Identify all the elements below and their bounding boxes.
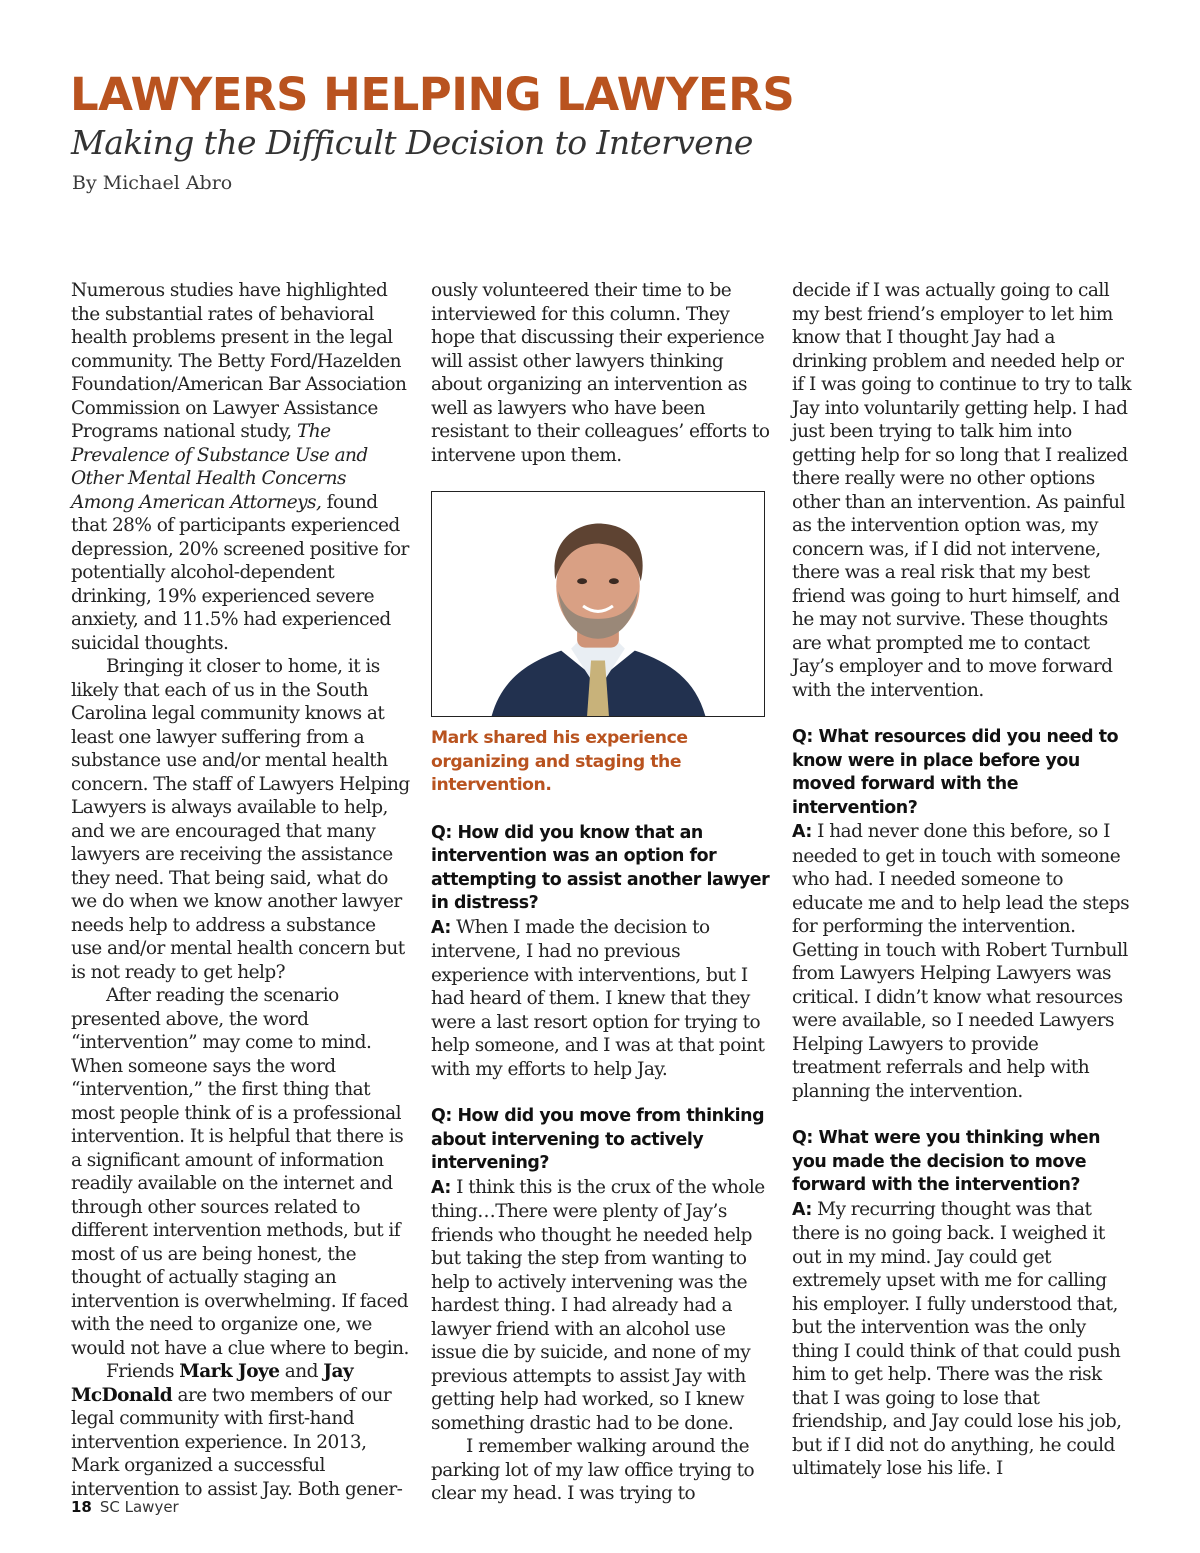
column-3 — [792, 279, 1132, 1481]
name-jay-mcdonald: Jay McDonald — [71, 1361, 354, 1406]
paragraph: ously volunteered their time to be interviewed for this column. They hope that discussing their experience will assist other lawyers thinking about organizing an intervention as well as lawyers who have been resistant to their colleagues’ efforts to intervene upon them. — [431, 280, 770, 466]
page-footer — [71, 1496, 179, 1518]
paragraph: Friends Mark Joye and Jay McDonald are two members of our legal community with first-hand intervention experience. In 2013, Mark organized a successful intervention to assist Jay. Both gener- — [71, 1361, 403, 1500]
paragraph: I remember walking around the parking lot of my law office trying to clear my head. I was trying to — [431, 1436, 755, 1504]
publication-name: SC Lawyer — [99, 1498, 179, 1516]
paragraph: Bringing it closer to home, it is likely that each of us in the South Carolina legal community knows at least one lawyer suffering from a substance use and/or mental health concern. The staff of Lawyers Helping Lawyers is always available to help, and we are encouraged that many lawyers are receiving the assistance they need. That being said, what do we do when we know another lawyer needs help to address a substance use and/or mental health concern but is not ready to get help? — [71, 656, 410, 983]
answer: A: I think this is the crux of the whole thing…There were plenty of Jay’s friends who thought he needed help but taking the step from wanting to help to actively intervening was the hardest thing. I had already had a lawyer friend with an alcohol use issue die by suicide, and none of my previous attempts to assist Jay with getting help had worked, so I knew something drastic had to be done. — [431, 1176, 765, 1434]
question-heading: Q: What resources did you need to know were in place before you moved forward with the intervention? — [792, 727, 1119, 818]
article-title: LAWYERS HELPING LAWYERS — [70, 68, 795, 121]
paragraph: decide if I was actually going to call my best friend’s employer to let him know that I thought Jay had a drinking problem and needed help or if I was going to continue to try to talk Jay into voluntarily getting help. I had just been trying to talk him into getting help for so long that I realized there really were no other options other than an intervention. As painful as the intervention option was, my concern was, if I did not intervene, there was a real risk that my best friend was going to hurt himself, and he may not survive. These thoughts are what prompted me to contact Jay’s employer and to move forward with the intervention. — [792, 280, 1132, 701]
name-mark-joye: Mark Joye — [179, 1361, 280, 1382]
study-title: The Prevalence of Substance Use and Other Mental Health Concerns Among American Attorneys, — [71, 421, 368, 513]
portrait-photo — [431, 491, 765, 717]
paragraph-intro: Numerous studies have highlighted the substantial rates of behavioral health problems present in the legal community. The Betty Ford/Hazelden Foundation/American Bar Association Commission on Lawyer Assistance Programs national study, The Prevalence of Substance Use and Other Mental Health Concerns Among American Attorneys, found that 28% of participants experienced depression, 20% screened positive for potentially alcohol-dependent drinking, 19% experienced severe anxiety, and 11.5% had experienced suicidal thoughts. — [71, 280, 409, 654]
question-heading: Q: How did you know that an intervention was an option for attempting to assist another lawyer in distress? — [431, 822, 770, 913]
paragraph: After reading the scenario presented above, the word “intervention” may come to mind. When someone says the word “intervention,” the first thing that most people think of is a professional intervention. It is helpful that there is a significant amount of information readily available on the internet and through other sources related to different intervention methods, but if most of us are being honest, the thought of actually staging an intervention is overwhelming. If faced with the need to organize one, we would not have a clue where to begin. — [71, 985, 409, 1359]
answer: A: When I made the decision to intervene, I had no previous experience with interventions, but I had heard of them. I knew that they were a last resort option for trying to help someone, and I was at that point with my efforts to help Jay. — [431, 916, 765, 1080]
column-1 — [71, 279, 411, 1501]
answer: A: I had never done this before, so I needed to get in touch with someone who had. I needed someone to educate me and to help lead the steps for performing the intervention. Getting in touch with Robert Turnbull from Lawyers Helping Lawyers was critical. I didn’t know what resources were available, so I needed Lawyers Helping Lawyers to provide treatment referrals and help with planning the intervention. — [792, 821, 1130, 1102]
byline: By Michael Abro — [72, 172, 233, 194]
question-heading: Q: What were you thinking when you made the decision to move forward with the intervention? — [792, 1128, 1101, 1195]
article-subtitle: Making the Difficult Decision to Intervene — [71, 123, 753, 162]
photo-caption: Mark shared his experience organizing and staging the intervention. — [431, 728, 688, 795]
page-number: 18 — [71, 1498, 92, 1516]
column-2 — [431, 279, 771, 1506]
question-heading: Q: How did you move from thinking about intervening to actively intervening? — [431, 1106, 765, 1173]
answer: A: My recurring thought was that there is no going back. I weighed it out in my mind. Jay could get extremely upset with me for calling his employer. I fully understood that, but the intervention was the only thing I could think of that could push him to get help. There was the risk that I was going to lose that friendship, and Jay could lose his job, but if I did not do anything, he could ultimately lose his life. I — [792, 1198, 1122, 1479]
